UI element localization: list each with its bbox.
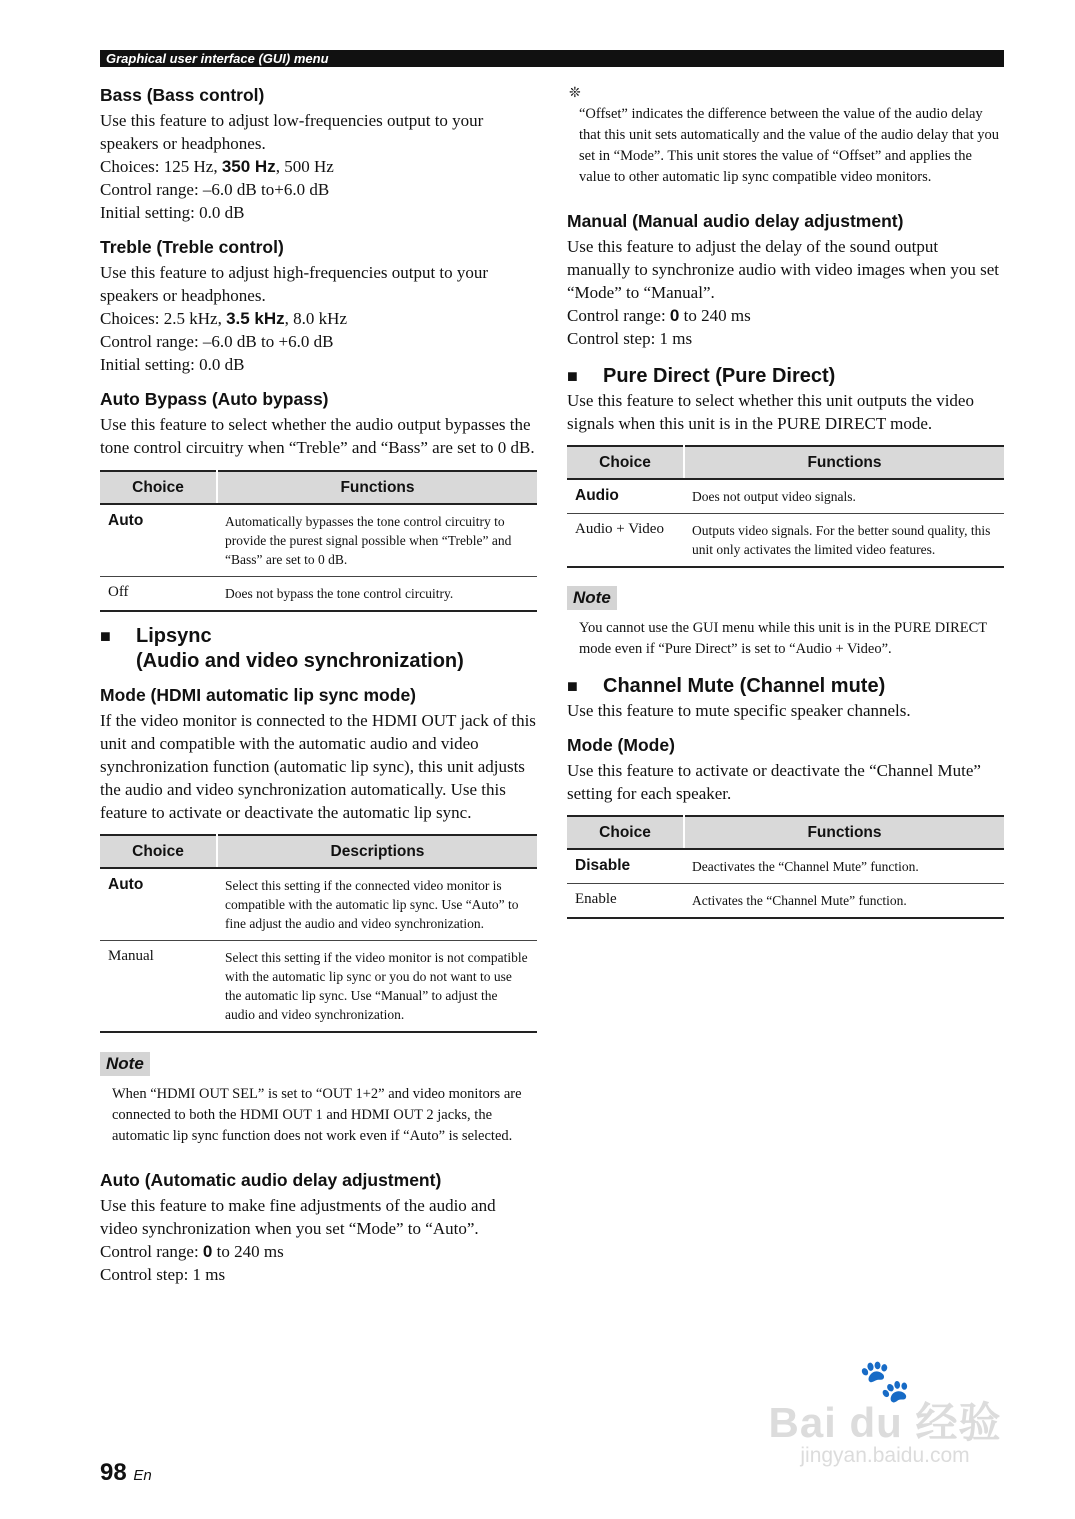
manual-delay-default: 0 — [669, 306, 680, 325]
table-row — [100, 577, 537, 612]
lipsync-mode-heading: Mode (HDMI automatic lip sync mode) — [100, 685, 416, 705]
manual-delay-heading: Manual (Manual audio delay adjustment) — [567, 211, 904, 231]
function-cell: Does not output video signals. — [684, 479, 1004, 514]
column-header-choice: Choice — [100, 835, 217, 868]
manual-delay-step: Control step: 1 ms — [567, 329, 693, 348]
treble-initial: Initial setting: 0.0 dB — [100, 355, 245, 374]
choice-cell: Auto — [100, 504, 217, 577]
column-header-choice: Choice — [100, 471, 217, 504]
bass-heading: Bass (Bass control) — [100, 85, 265, 105]
choice-cell: Enable — [567, 884, 684, 919]
bass-default-choice: 350 Hz — [221, 157, 276, 176]
hint-icon: ❊ — [569, 86, 581, 101]
section-square-icon: ■ — [100, 626, 111, 646]
lipsync-title-line2: (Audio and video synchronization) — [136, 650, 464, 672]
bass-initial: Initial setting: 0.0 dB — [100, 203, 245, 222]
note-text: You cannot use the GUI menu while this unit is in the PURE DIRECT mode even if “Pure Direct” is set to “Audio + Video”. — [579, 620, 987, 657]
page-number — [100, 1459, 152, 1487]
left-column — [100, 84, 537, 1286]
channel-mute-title: Channel Mute (Channel mute) — [603, 675, 886, 697]
pure-direct-title: Pure Direct (Pure Direct) — [603, 365, 836, 387]
treble-description: Use this feature to adjust high-frequencies output to your speakers or headphones. — [100, 263, 489, 305]
choice-cell: Audio + Video — [567, 514, 684, 568]
treble-default-choice: 3.5 kHz — [226, 309, 285, 328]
pure-direct-section-title — [567, 364, 1004, 389]
auto-delay-step: Control step: 1 ms — [100, 1265, 226, 1284]
hint-text: “Offset” indicates the difference between the value of the audio delay that this unit sets automatically and the value of the audio delay that you set in “Mode”. This unit stores the value of “Offset” and applies the value to other automatic lip sync compatible video monitors. — [579, 106, 999, 185]
lipsync-mode-table — [100, 834, 537, 1033]
note-text: When “HDMI OUT SEL” is set to “OUT 1+2” and video monitors are connected to both the HDMI OUT 1 and HDMI OUT 2 jacks, the automatic lip sync function does not work even if “Auto” is selected. — [112, 1086, 522, 1144]
pure-direct-description: Use this feature to select whether this unit outputs the video signals when this unit is in the PURE DIRECT mode. — [567, 391, 974, 433]
treble-range: Control range: –6.0 dB to +6.0 dB — [100, 332, 334, 351]
table-row — [100, 504, 537, 577]
auto-bypass-description: Use this feature to select whether the audio output bypasses the tone control circuitry when “Treble” and “Bass” are set to 0 dB. — [100, 415, 535, 457]
channel-mute-section-title — [567, 674, 1004, 699]
function-cell: Outputs video signals. For the better sound quality, this unit only activates the limited video features. — [684, 514, 1004, 568]
bass-description: Use this feature to adjust low-frequencies output to your speakers or headphones. — [100, 111, 484, 153]
pure-direct-table — [567, 445, 1004, 568]
table-header-row — [567, 446, 1004, 479]
page-number-value: 98 — [100, 1459, 127, 1486]
column-header-descriptions: Descriptions — [217, 835, 537, 868]
function-cell: Does not bypass the tone control circuitry. — [217, 577, 537, 612]
table-row — [567, 884, 1004, 919]
table-row — [567, 479, 1004, 514]
choice-cell: Auto — [100, 868, 217, 941]
auto-delay-description: Use this feature to make fine adjustments of the audio and video synchronization when you set “Mode” to “Auto”. — [100, 1196, 496, 1238]
treble-choices: Choices: 2.5 kHz, 3.5 kHz, 8.0 kHz — [100, 309, 347, 328]
choice-cell: Manual — [100, 941, 217, 1033]
description-cell: Select this setting if the video monitor is not compatible with the automatic lip sync or you do not want to use the automatic lip sync. Use “Manual” to adjust the audio and video synchronization. — [217, 941, 537, 1033]
column-header-functions: Functions — [217, 471, 537, 504]
table-row — [567, 514, 1004, 568]
auto-delay-heading: Auto (Automatic audio delay adjustment) — [100, 1170, 442, 1190]
pure-direct-note — [567, 586, 1004, 660]
note-label: Note — [567, 586, 617, 610]
function-cell: Automatically bypasses the tone control circuitry to provide the purest signal possible when “Treble” and “Bass” are set to 0 dB. — [217, 504, 537, 577]
column-header-functions: Functions — [684, 446, 1004, 479]
description-cell: Select this setting if the connected video monitor is compatible with the automatic lip sync. Use “Auto” to fine adjust the audio and video synchronization. — [217, 868, 537, 941]
right-column — [567, 86, 1004, 919]
auto-bypass-table — [100, 470, 537, 612]
auto-bypass-heading: Auto Bypass (Auto bypass) — [100, 389, 329, 409]
function-cell: Deactivates the “Channel Mute” function. — [684, 849, 1004, 884]
table-row — [100, 868, 537, 941]
page-language: En — [133, 1467, 152, 1484]
table-header-row — [100, 835, 537, 868]
channel-mute-table — [567, 815, 1004, 919]
table-row — [100, 941, 537, 1033]
manual-delay-range: Control range: 0 to 240 ms — [567, 306, 751, 325]
choice-cell: Disable — [567, 849, 684, 884]
manual-delay-description: Use this feature to adjust the delay of the sound output manually to synchronize audio with video images when you set “Mode” to “Manual”. — [567, 237, 999, 302]
header-title: Graphical user interface (GUI) menu — [106, 51, 329, 66]
column-header-choice: Choice — [567, 816, 684, 849]
channel-mute-description: Use this feature to mute specific speaker channels. — [567, 701, 911, 720]
lipsync-mode-description: If the video monitor is connected to the HDMI OUT jack of this unit and compatible with the automatic audio and video synchronization function (automatic lip sync), this unit adjusts the audio and video synchronization automatically. Use this feature to activate or deactivate the automatic lip sync. — [100, 711, 536, 822]
table-header-row — [567, 816, 1004, 849]
auto-delay-range: Control range: 0 to 240 ms — [100, 1242, 284, 1261]
note-label: Note — [100, 1052, 150, 1076]
bass-range: Control range: –6.0 dB to+6.0 dB — [100, 180, 330, 199]
watermark-url: jingyan.baidu.com — [800, 1444, 970, 1467]
channel-mute-mode-description: Use this feature to activate or deactivate the “Channel Mute” setting for each speaker. — [567, 761, 981, 803]
column-header-choice: Choice — [567, 446, 684, 479]
column-header-functions: Functions — [684, 816, 1004, 849]
section-square-icon: ■ — [567, 676, 578, 696]
lipsync-note — [100, 1052, 537, 1147]
bass-choices: Choices: 125 Hz, 350 Hz, 500 Hz — [100, 157, 334, 176]
table-row — [567, 849, 1004, 884]
choice-cell: Audio — [567, 479, 684, 514]
function-cell: Activates the “Channel Mute” function. — [684, 884, 1004, 919]
lipsync-title-line1: Lipsync — [136, 625, 212, 647]
lipsync-section-title — [100, 624, 537, 674]
channel-mute-mode-heading: Mode (Mode) — [567, 735, 675, 755]
paw-logo-icon: 🐾 — [858, 1357, 912, 1404]
baidu-watermark — [760, 1357, 1010, 1480]
page-header-bar — [100, 50, 1004, 67]
table-header-row — [100, 471, 537, 504]
watermark-main-text: Bai du 经验 — [768, 1399, 1002, 1446]
auto-delay-default: 0 — [202, 1242, 213, 1261]
treble-heading: Treble (Treble control) — [100, 237, 284, 257]
choice-cell: Off — [100, 577, 217, 612]
section-square-icon: ■ — [567, 366, 578, 386]
